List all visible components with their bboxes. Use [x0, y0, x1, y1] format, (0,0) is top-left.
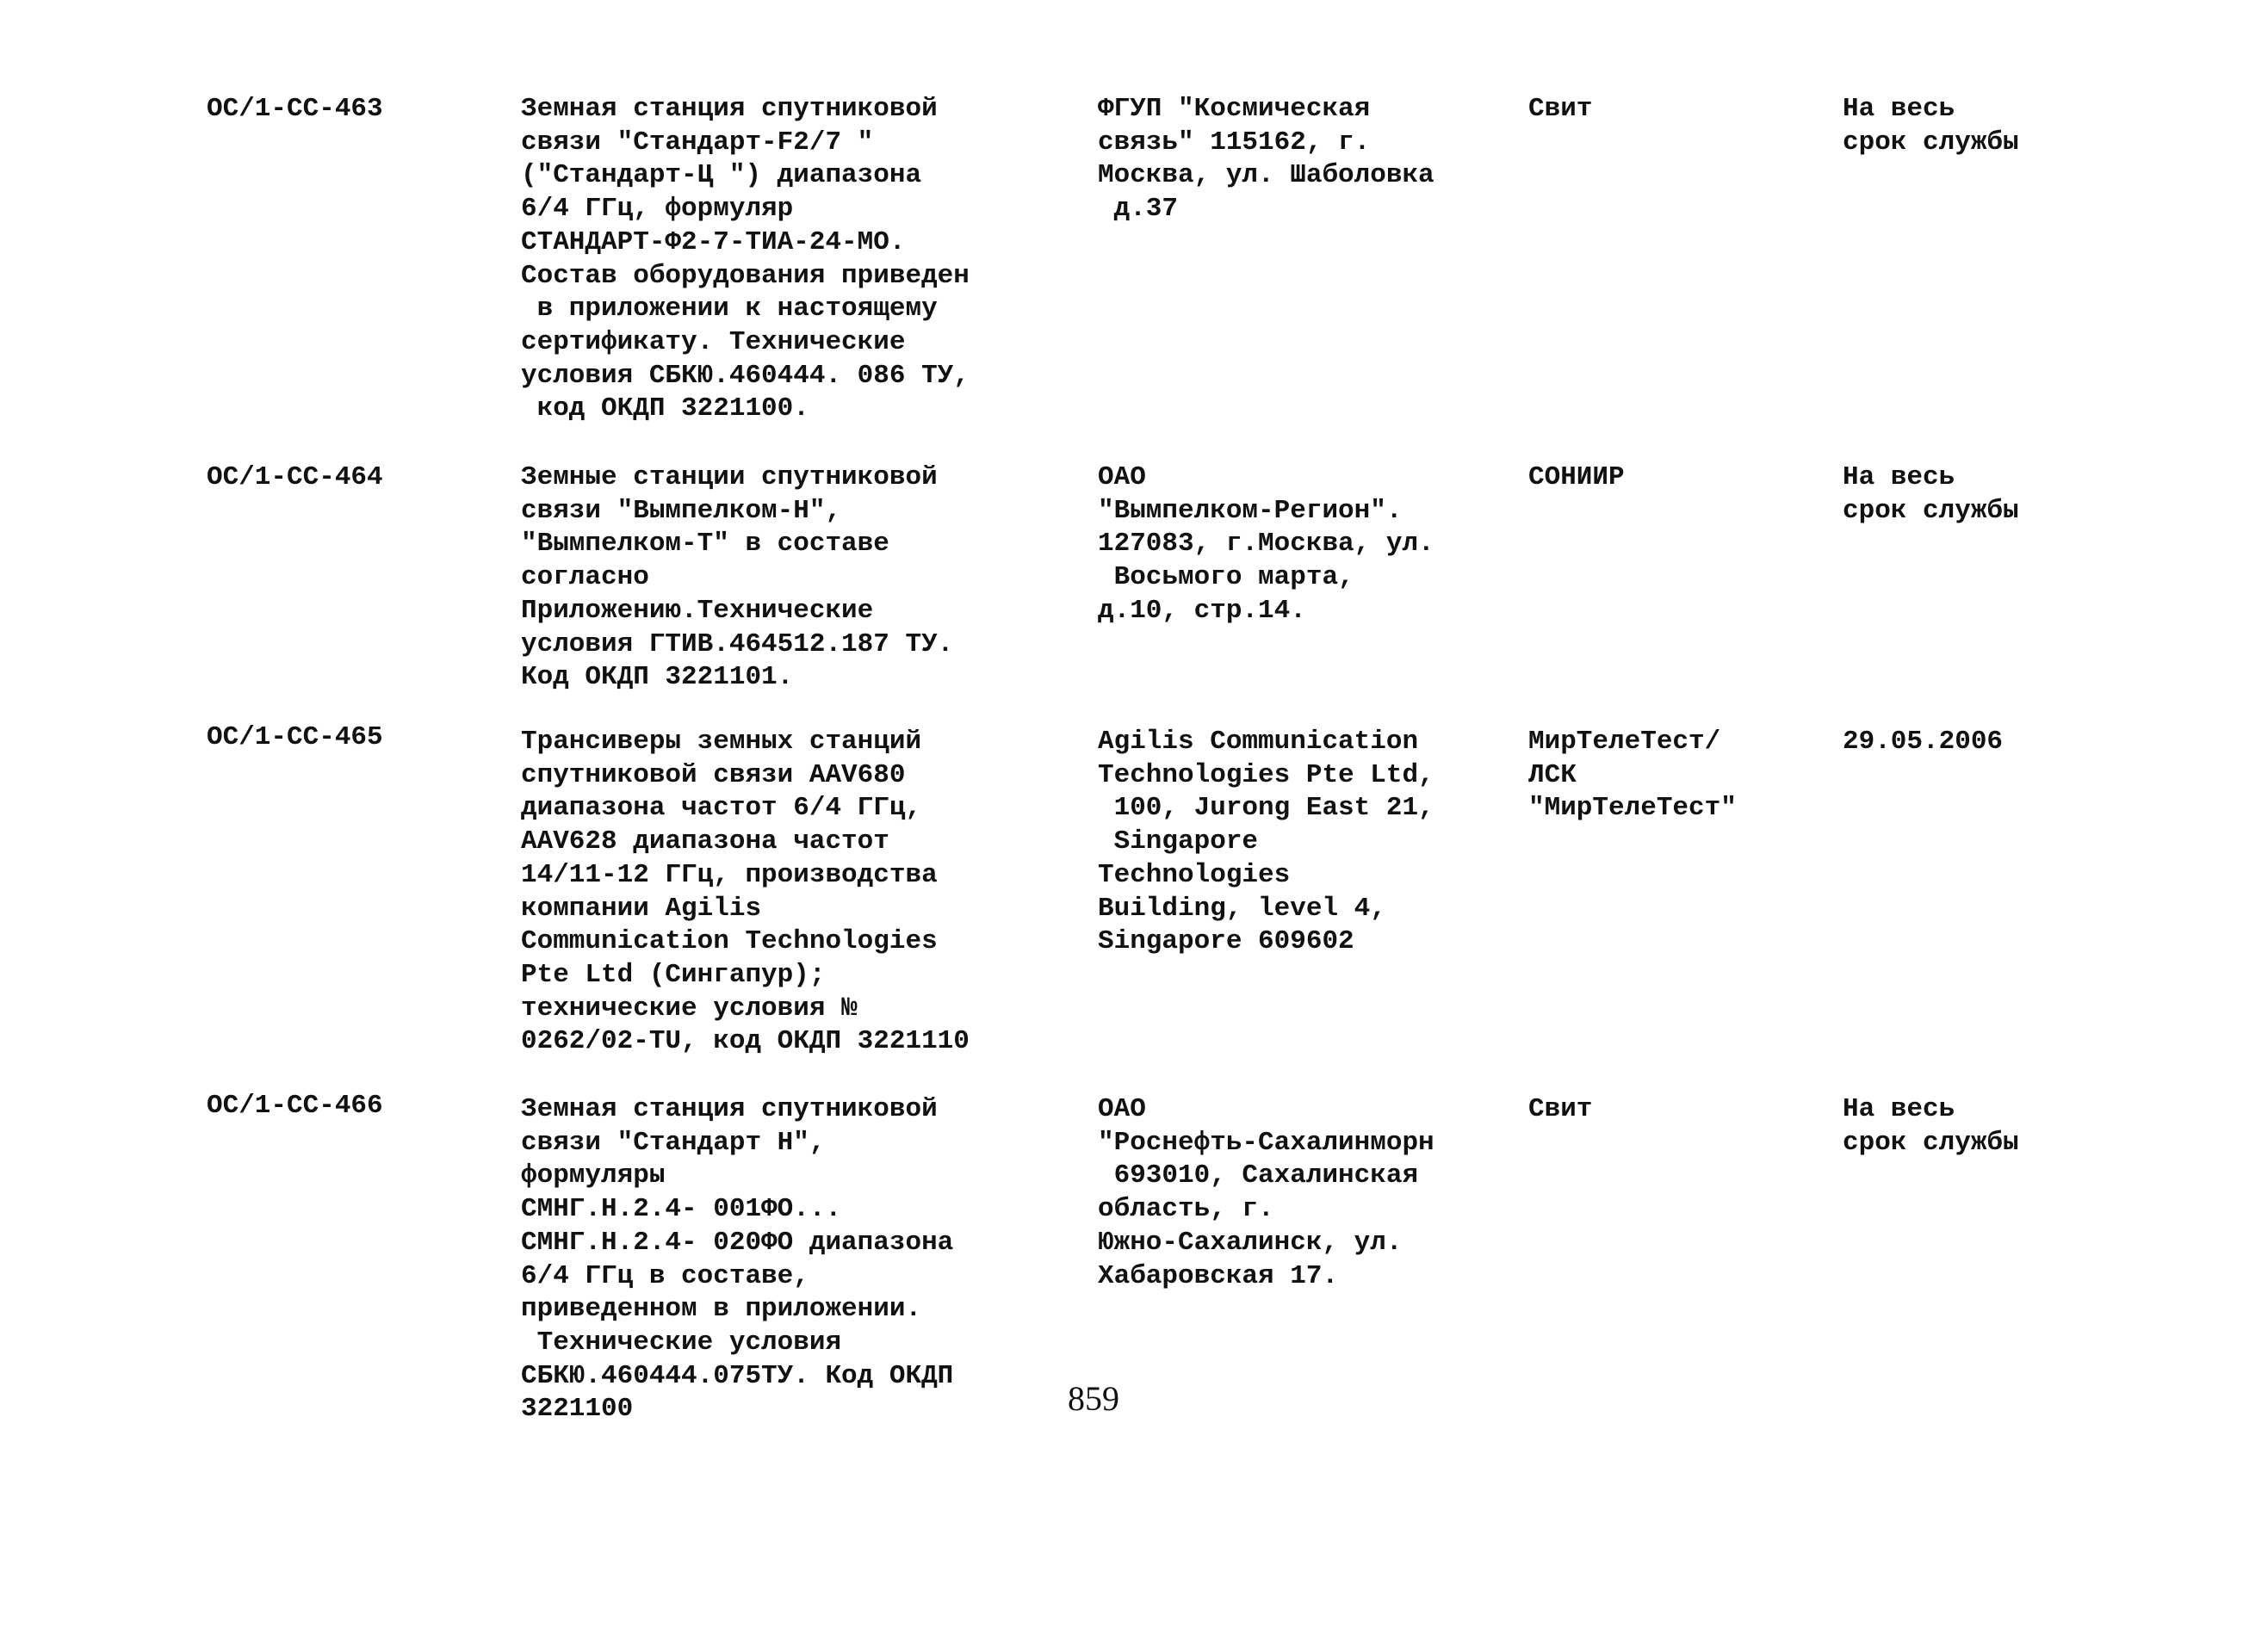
product-description: Трансиверы земных станций спутниковой связи AAV680 диапазона частот 6/4 ГГц, AAV628 диапазона частот 14/11-12 ГГц, производства компании Agilis Communication Technologies Pte Ltd (Сингапур); технические условия № 0262/02-TU, код ОКДП 3221110 [521, 727, 970, 1057]
certificate-number: OC/1-CC-466 [207, 1091, 383, 1121]
page-number: 859 [1068, 1379, 1119, 1418]
product-description: Земная станция спутниковой связи "Стандарт Н", формуляры СМНГ.Н.2.4- 001ФО... СМНГ.Н.2.4- 020ФО диапазона 6/4 ГГц в составе, приведенном в приложении. Технические условия СБКЮ.460444.075ТУ. Код ОКДП 3221100 [521, 1094, 954, 1425]
testing-laboratory: СОНИИР [1528, 462, 1625, 492]
testing-laboratory: МирТелеТест/ ЛСК "МирТелеТест" [1528, 727, 1737, 824]
product-description: Земная станция спутниковой связи "Стандарт-F2/7 " ("Стандарт-Ц ") диапазона 6/4 ГГц, формуляр СТАНДАРТ-Ф2-7-ТИА-24-МО. Состав оборудования приведен в приложении к настоящему сертификату. Технические условия СБКЮ.460444. 086 ТУ, код ОКДП 3221100. [521, 94, 970, 424]
validity-term: На весь срок службы [1843, 1094, 2019, 1158]
certificate-number: OC/1-CC-464 [207, 462, 383, 492]
validity-term: На весь срок службы [1843, 94, 2019, 158]
testing-laboratory: Свит [1528, 1094, 1593, 1124]
applicant-organization: ОАО "Роснефть-Сахалинморн 693010, Сахалинская область, г. Южно-Сахалинск, ул. Хабаровская 17. [1098, 1094, 1434, 1291]
certificate-number: OC/1-CC-463 [207, 94, 383, 124]
testing-laboratory: Свит [1528, 94, 1593, 124]
applicant-organization: ФГУП "Космическая связь" 115162, г. Москва, ул. Шаболовка д.37 [1098, 94, 1434, 225]
product-description: Земные станции спутниковой связи "Вымпелком-Н", "Вымпелком-Т" в составе согласно Приложению.Технические условия ГТИВ.464512.187 ТУ. Код ОКДП 3221101. [521, 462, 954, 693]
validity-term: На весь срок службы [1843, 462, 2019, 526]
validity-term: 29.05.2006 [1843, 727, 2004, 757]
applicant-organization: ОАО "Вымпелком-Регион". 127083, г.Москва, ул. Восьмого марта, д.10, стр.14. [1098, 462, 1434, 626]
applicant-organization: Agilis Communication Technologies Pte Ltd, 100, Jurong East 21, Singapore Technologies Building, level 4, Singapore 609602 [1098, 727, 1434, 957]
certificate-number: OC/1-CC-465 [207, 722, 383, 752]
